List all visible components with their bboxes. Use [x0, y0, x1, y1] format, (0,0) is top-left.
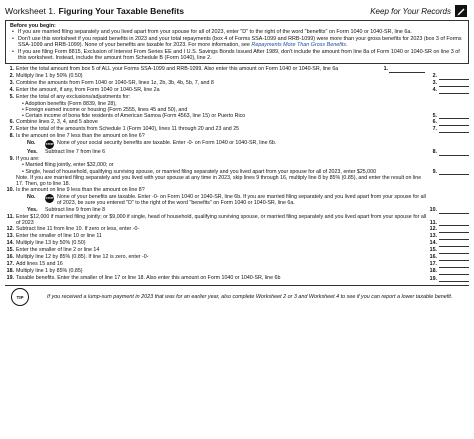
line-number: 7. — [9, 126, 14, 133]
before-item-2 — [18, 36, 464, 49]
line-5-intro: Enter the total of any exclusions/adjustments for: — [16, 94, 131, 101]
line-5-item-text: Certain income of bona fide residents of American Samoa (Form 4563, line 15) or Puerto Rico — [25, 113, 246, 120]
line-9-text — [16, 156, 428, 187]
line-9 — [5, 156, 469, 187]
line-5-item-text: Adoption benefits (Form 8839, line 28), — [25, 100, 117, 107]
line-3 — [5, 80, 469, 87]
line-11-text: Enter $12,000 if married filing jointly; or $9,000 if single, head of household, qualifying surviving spouse, or married filing separately and you lived apart from your spouse for all of 2023 — [16, 213, 427, 226]
line-9-intro: If you are: — [16, 156, 40, 163]
line-18-text: Multiply line 1 by 85% (0.85) — [16, 268, 83, 275]
line-7-text: Enter the total of the amounts from Schedule 1 (Form 1040), lines 11 through 20 and 23 and 25 — [16, 126, 240, 133]
line-5-list — [16, 101, 428, 120]
line-17-text: Add lines 15 and 16 — [16, 261, 63, 268]
line-label: 12. — [429, 226, 437, 233]
line-13-field[interactable] — [439, 233, 469, 240]
line-label: 5. — [432, 113, 437, 120]
before-you-begin-heading: Before you begin: — [10, 23, 56, 29]
stop-icon: STOP — [45, 140, 54, 149]
before-you-begin-list — [10, 29, 464, 61]
line-label: 13. — [429, 233, 437, 240]
line-label: 7. — [432, 126, 437, 133]
line-16-text: Multiply line 12 by 85% (0.85). If line 12 is zero, enter -0- — [16, 254, 149, 261]
line-15 — [5, 247, 469, 254]
line-1-inner-field[interactable] — [389, 66, 425, 73]
line-19-field[interactable] — [439, 275, 469, 282]
line-8-yes — [5, 149, 469, 156]
worksheet-page — [5, 3, 469, 433]
line-7-field[interactable] — [439, 126, 469, 133]
line-label: 19. — [429, 275, 437, 282]
line-label: 14. — [429, 240, 437, 247]
line-8-yes-text: Subtract line 7 from line 6 — [45, 149, 106, 156]
line-number: 12. — [6, 226, 14, 233]
line-8-no — [5, 140, 469, 149]
line-15-field[interactable] — [439, 247, 469, 254]
line-3-text: Combine the amounts from Form 1040 or 1040-SR, lines 1z, 2b, 3b, 4b, 5b, 7, and 8 — [16, 80, 214, 87]
no-label: No. — [27, 140, 36, 147]
line-2-field[interactable] — [439, 73, 469, 80]
line-8-text: Is the amount on line 7 less than the amount on line 6? — [16, 133, 145, 140]
line-7 — [5, 126, 469, 133]
worksheet-number: Worksheet 1. — [5, 6, 56, 16]
keep-records-group — [370, 5, 467, 17]
line-label: 9. — [432, 168, 437, 175]
line-label: 4. — [432, 87, 437, 94]
line-18-field[interactable] — [439, 268, 469, 275]
worksheet-lines — [5, 66, 469, 282]
line-10-text: Is the amount on line 9 less than the amount on line 8? — [16, 187, 145, 194]
line-number: 10. — [6, 187, 14, 194]
line-6-text: Combine lines 2, 3, 4, and 5 above — [16, 119, 98, 126]
line-number: 9. — [9, 156, 14, 163]
line-11 — [5, 214, 469, 226]
line-16 — [5, 254, 469, 261]
line-10-field[interactable] — [439, 207, 469, 214]
line-19-text: Taxable benefits. Enter the smaller of line 17 or line 18. Also enter this amount on Form 1040 or 1040-SR, line 6b — [16, 275, 281, 282]
line-4-field[interactable] — [439, 87, 469, 94]
line-6-field[interactable] — [439, 119, 469, 126]
line-number: 17. — [6, 261, 14, 268]
line-10-yes — [5, 207, 469, 214]
before-item-1: • If you are married filing separately and you lived apart from your spouse for all of 2023, enter "D" to the right of the word "benefits" on Form 1040 or 1040-SR, line 6a. — [18, 29, 464, 35]
line-label: 3. — [432, 80, 437, 87]
pen-icon — [455, 5, 467, 17]
line-number: 1. — [9, 66, 14, 73]
no-label: No. — [27, 194, 36, 201]
line-number: 8. — [9, 133, 14, 140]
line-17-field[interactable] — [439, 261, 469, 268]
line-10-no — [5, 194, 469, 206]
tip-icon — [11, 288, 29, 306]
repayments-link[interactable]: Repayments More Than Gross Benefits — [251, 42, 347, 49]
line-12-text: Subtract line 11 from line 10. If zero or less, enter -0- — [16, 226, 140, 233]
tip-box — [5, 285, 469, 306]
line-5-field[interactable] — [439, 112, 469, 119]
line-5-item-text: Foreign earned income or housing (Form 2555, lines 45 and 50), and — [25, 106, 188, 113]
line-label: 15. — [429, 247, 437, 254]
yes-label: Yes. — [27, 206, 38, 213]
before-item-3: • If you are filing Form 8815, Exclusion of Interest From Series EE and I U.S. Savings Bonds Issued After 1989, don't include the amount from line 8a of Form 1040 or 1040-SR on line 3 of this worksheet. Instead, include the amount from Schedule B (Form 1040), line 2. — [18, 49, 464, 62]
line-18 — [5, 268, 469, 275]
line-number: 13. — [6, 233, 14, 240]
line-number: 3. — [9, 80, 14, 87]
stop-icon: STOP — [45, 194, 54, 203]
line-1-text: Enter the total amount from box 5 of ALL your Forms SSA-1099 and RRB-1099. Also enter this amount on Form 1040 or 1040-SR, line 6a — [16, 66, 339, 73]
line-13 — [5, 233, 469, 240]
worksheet-heading — [5, 6, 184, 16]
line-5-item: • Certain income of bona fide residents of American Samoa (Form 4563, line 15) or Puerto Rico — [22, 113, 246, 120]
line-13-text: Enter the smaller of line 10 or line 11 — [16, 233, 102, 240]
before-item-2-text: Don't use this worksheet if you repaid benefits in 2023 and your total repayments (box 4 of Forms SSA-1099 and RRB-1099) were more than your gross benefits for 2023 (box 3 of Forms SSA-1099 and RRB-1099). None of your benefits are taxable for 2023. For more information, see — [18, 35, 462, 49]
line-14 — [5, 240, 469, 247]
line-number: 19. — [6, 275, 14, 282]
line-8 — [5, 133, 469, 140]
line-10-no-text: None of your benefits are taxable. Enter -0- on Form 1040 or 1040-SR, line 6b. If you are married filing separately and you lived apart from your spouse for all of 2023, be sure you entered "D" to the right of the word "benefits" on Form 1040 or 1040-SR, line 6a. — [57, 194, 426, 207]
line-17 — [5, 261, 469, 268]
line-label: 8. — [432, 149, 437, 156]
line-16-field[interactable] — [439, 254, 469, 261]
line-1 — [5, 66, 469, 73]
before-item-2-end: . — [346, 42, 348, 49]
line-9-item-text: Single, head of household, qualifying surviving spouse, or married filing separately and you lived apart from your spouse for all of 2023, enter $25,000 — [25, 168, 377, 175]
line-8-field[interactable] — [439, 149, 469, 156]
line-4 — [5, 87, 469, 94]
line-label: 6. — [432, 119, 437, 126]
line-6 — [5, 119, 469, 126]
line-11-field[interactable] — [439, 219, 469, 226]
line-label: 17. — [429, 261, 437, 268]
keep-records-label: Keep for Your Records — [370, 6, 451, 16]
line-number: 2. — [9, 73, 14, 80]
before-you-begin-box — [5, 20, 469, 64]
line-15-text: Enter the smaller of line 2 or line 14 — [16, 247, 100, 254]
yes-label: Yes. — [27, 149, 38, 156]
line-5 — [5, 94, 469, 119]
line-2-text: Multiply line 1 by 50% (0.50) — [16, 73, 83, 80]
line-9-note: Note. If you are married filing separately and you lived with your spouse at any time in 2023, skip lines 9 through 16, multiply line 8 by 85% (0.85), and enter the result on line 17. Then, go to line 18. — [16, 174, 422, 188]
tip-text: If you received a lump-sum payment in 2023 that was for an earlier year, also complete Worksheet 2 or 3 and Worksheet 4 to see if you can report a lower taxable benefit. — [47, 293, 453, 300]
line-4-text: Enter the amount, if any, from Form 1040 or 1040-SR, line 2a — [16, 87, 160, 94]
line-label: 18. — [429, 268, 437, 275]
tip-icon-label: TIP — [16, 294, 24, 300]
line-5-item: • Foreign earned income or housing (Form 2555, lines 45 and 50), and — [22, 106, 188, 113]
line-9-field[interactable] — [439, 168, 469, 175]
line-number: 11. — [6, 213, 14, 220]
line-number: 5. — [9, 94, 14, 101]
line-number: 15. — [6, 247, 14, 254]
worksheet-title: Figuring Your Taxable Benefits — [58, 6, 185, 16]
line-label: 2. — [432, 73, 437, 80]
line-8-no-text: None of your social security benefits are taxable. Enter -0- on Form 1040 or 1040-SR, line 6b. — [57, 140, 277, 147]
line-5-item: • Adoption benefits (Form 8839, line 28), — [22, 100, 117, 107]
line-number: 14. — [6, 240, 14, 247]
line-label: 10. — [429, 206, 437, 213]
line-19 — [5, 275, 469, 282]
line-3-field[interactable] — [439, 80, 469, 87]
line-number: 6. — [9, 119, 14, 126]
line-14-text: Multiply line 13 by 50% (0.50) — [16, 240, 86, 247]
line-9-item-text: Married filing jointly, enter $32,000; or — [25, 162, 114, 169]
worksheet-header — [5, 3, 469, 19]
line-label: 11. — [429, 219, 437, 226]
line-14-field[interactable] — [439, 240, 469, 247]
line-1-inner-label: 1. — [383, 66, 388, 73]
line-9-list — [16, 162, 428, 174]
line-label: 16. — [429, 254, 437, 261]
line-12-field[interactable] — [439, 226, 469, 233]
line-10-yes-text: Subtract line 9 from line 8 — [45, 206, 106, 213]
line-5-text — [16, 94, 428, 119]
line-number: 16. — [6, 254, 14, 261]
line-2 — [5, 73, 469, 80]
line-number: 18. — [6, 268, 14, 275]
line-10 — [5, 187, 469, 194]
line-9-item: • Single, head of household, qualifying surviving spouse, or married filing separately and you lived apart from your spouse for all of 2023, enter $25,000 — [22, 168, 377, 175]
line-9-item: • Married filing jointly, enter $32,000; or — [22, 162, 114, 169]
line-number: 4. — [9, 87, 14, 94]
line-12 — [5, 226, 469, 233]
